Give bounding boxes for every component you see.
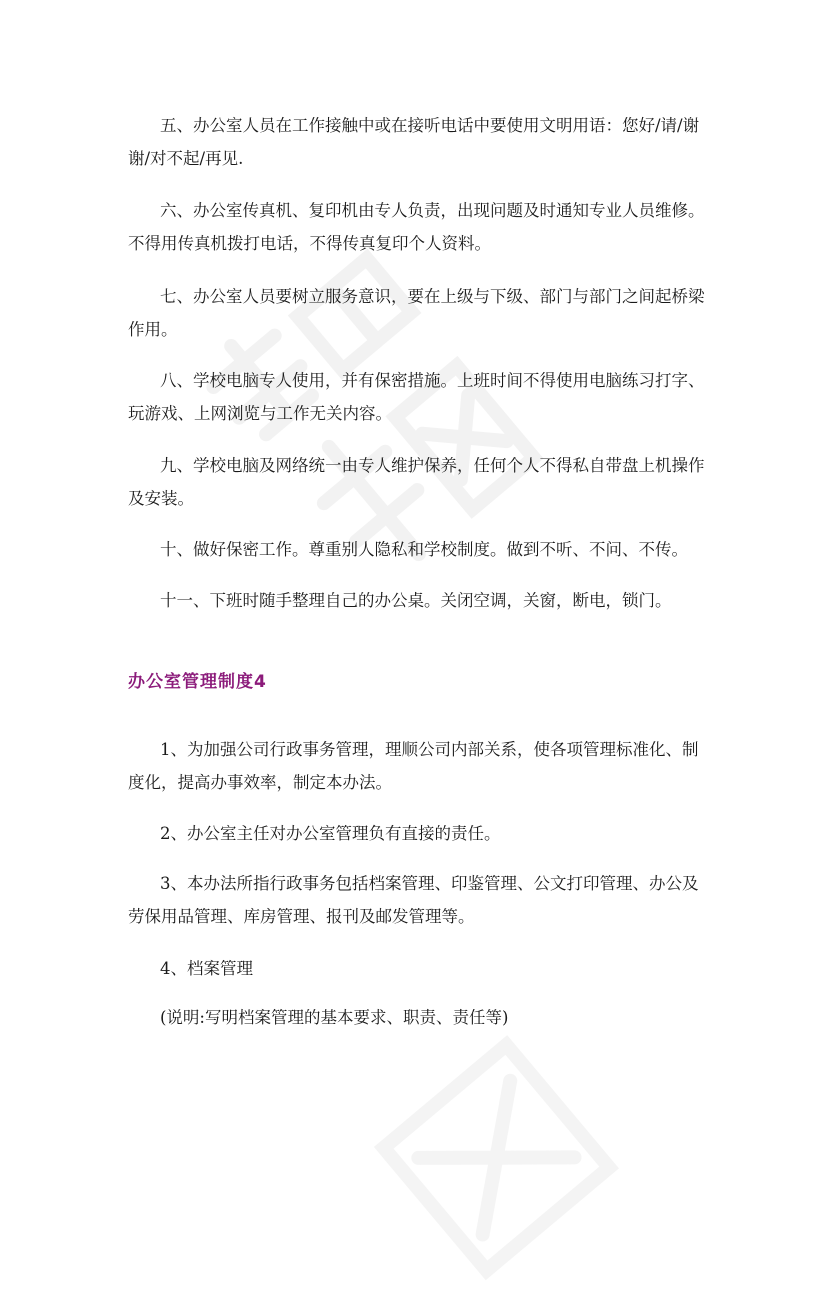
rule-item-8: 八、学校电脑专人使用，并有保密措施。上班时间不得使用电脑练习打字、玩游戏、上网浏览与工作无关内容。 (128, 371, 705, 423)
rule-item-5: 五、办公室人员在工作接触中或在接听电话中要使用文明用语：您好/请/谢谢/对不起/再见. (128, 116, 700, 168)
watermark-logo-icon (335, 995, 645, 1305)
rule-item-10: 十、做好保密工作。尊重别人隐私和学校制度。做到不听、不问、不传。 (160, 540, 688, 559)
rule-item-7: 七、办公室人员要树立服务意识，要在上级与下级、部门与部门之间起桥梁作用。 (128, 287, 705, 339)
section4-item-4: 4、档案管理 (160, 959, 253, 978)
rule-item-9: 九、学校电脑及网络统一由专人维护保养，任何个人不得私自带盘上机操作及安装。 (128, 456, 705, 508)
rule-item-11: 十一、下班时随手整理自己的办公桌。关闭空调，关窗，断电，锁门。 (160, 591, 672, 610)
section4-item-1: 1、为加强公司行政事务管理，理顺公司内部关系，使各项管理标准化、制度化，提高办事效率，制定本办法。 (128, 740, 699, 792)
section-heading: 办公室管理制度4 (128, 672, 267, 692)
section4-note: (说明:写明档案管理的基本要求、职责、责任等) (160, 1008, 509, 1027)
section4-item-2: 2、办公室主任对办公室管理负有直接的责任。 (160, 824, 501, 843)
rule-item-6: 六、办公室传真机、复印机由专人负责，出现问题及时通知专业人员维修。不得用传真机拨打电话，不得传真复印个人资料。 (128, 201, 705, 253)
section4-item-3: 3、本办法所指行政事务包括档案管理、印鉴管理、公文打印管理、办公及劳保用品管理、库房管理、报刊及邮发管理等。 (128, 874, 699, 926)
